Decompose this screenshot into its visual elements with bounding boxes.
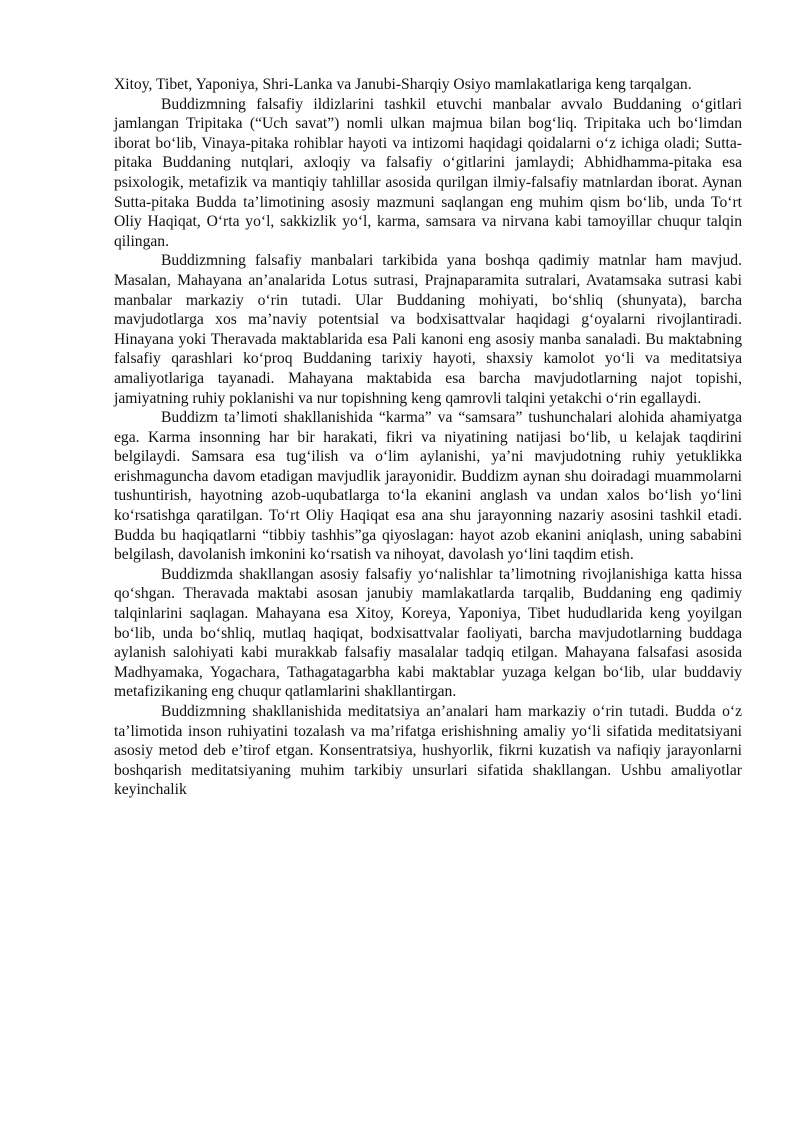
paragraph-5: Buddizmda shakllangan asosiy falsafiy yo‘nalishlar ta’limotning rivojlanishiga katta hissa qo‘shgan. Theravada maktabi asosan janubiy mamlakatlarda tarqalib, Buddaning eng qadimiy talqinlarini saqlagan. Mahayana esa Xitoy, Koreya, Yaponiya, Tibet hududlarida keng yoyilgan bo‘lib, unda bo‘shliq, mutlaq haqiqat, bodxisattvalar faoliyati, barcha mavjudotlarning buddaga aylanish salohiyati kabi murakkab falsafiy masalalar tadqiq etilgan. Mahayana falsafasi asosida Madhyamaka, Yogachara, Tathagatagarbha kabi maktablar yuzaga kelgan bo‘lib, ular buddaviy metafizikaning eng chuqur qatlamlarini shakllantirgan. xyxy=(114,565,742,701)
paragraph-4: Buddizm ta’limoti shakllanishida “karma” va “samsara” tushunchalari alohida ahamiyatga ega. Karma insonning har bir harakati, fikri va niyatining natijasi bo‘lib, u kelajak taqdirini belgilaydi. Samsara esa tug‘ilish va o‘lim aylanishi, ya’ni mavjudotning ruhiy yetuklikka erishmaguncha davom etadigan mavjudlik jarayonidir. Buddizm aynan shu doiradagi muammolarni tushuntirish, hayotning azob-uqubatlarga to‘la ekanini anglash va undan xalos bo‘lish yo‘lini ko‘rsatishga qaratilgan. To‘rt Oliy Haqiqat esa ana shu jarayonning nazariy asosini tashkil etadi. Budda bu haqiqatlarni “tibbiy tashhis”ga qiyoslagan: hayot azob ekanini aniqlash, uning sababini belgilash, davolanish imkonini ko‘rsatish va nihoyat, davolash yo‘lini taqdim etish. xyxy=(114,409,742,564)
paragraph-1: Xitoy, Tibet, Yaponiya, Shri-Lanka va Janubi-Sharqiy Osiyo mamlakatlariga keng tarqalgan. xyxy=(114,76,692,93)
paragraph-2: Buddizmning falsafiy ildizlarini tashkil etuvchi manbalar avvalo Buddaning o‘gitlari jamlangan Tripitaka (“Uch savat”) nomli ulkan majmua bilan bog‘liq. Tripitaka uch bo‘limdan iborat bo‘lib, Vinaya-pitaka rohiblar hayoti va intizomi haqidagi qoidalarni o‘z ichiga oladi; Sutta-pitaka Buddaning nutqlari, axloqiy va falsafiy o‘gitlarini jamlaydi; Abhidhamma-pitaka esa psixologik, metafizik va mantiqiy tahlillar asosida qurilgan ilmiy-falsafiy matnlardan iborat. Aynan Sutta-pitaka Budda ta’limotining asosiy mazmuni saqlangan eng muhim qism bo‘lib, unda To‘rt Oliy Haqiqat, O‘rta yo‘l, sakkizlik yo‘l, karma, samsara va nirvana kabi tamoyillar chuqur talqin qilingan. xyxy=(114,95,742,250)
document-body xyxy=(114,75,742,800)
paragraph-3: Buddizmning falsafiy manbalari tarkibida yana boshqa qadimiy matnlar ham mavjud. Masalan, Mahayana an’analarida Lotus sutrasi, Prajnaparamita sutralari, Avatamsaka sutrasi kabi manbalar markaziy o‘rin tutadi. Ular Buddaning mohiyati, bo‘shliq (shunyata), barcha mavjudotlarga xos ma’naviy potentsial va bodxisattvalar haqidagi g‘oyalarni rivojlantiradi. Hinayana yoki Theravada maktablarida esa Pali kanoni eng asosiy manba sanaladi. Bu maktabning falsafiy qarashlari ko‘proq Buddaning tarixiy hayoti, shaxsiy kamolot yo‘li va meditatsiya amaliyotlariga tayanadi. Mahayana maktabida esa barcha mavjudotlarning najot topishi, jamiyatning ruhiy poklanishi va nur topishning keng qamrovli talqini yetakchi o‘rin egallaydi. xyxy=(114,252,742,407)
paragraph-6: Buddizmning shakllanishida meditatsiya an’analari ham markaziy o‘rin tutadi. Budda o‘z ta’limotida inson ruhiyatini tozalash va ma’rifatga erishishning amaliy yo‘li sifatida meditatsiyani asosiy metod deb e’tirof etgan. Konsentratsiya, hushyorlik, fikrni kuzatish va nafiqiy jarayonlarni boshqarish meditatsiyaning muhim tarkibiy unsurlari sifatida shakllangan. Ushbu amaliyotlar keyinchalik xyxy=(114,703,742,799)
